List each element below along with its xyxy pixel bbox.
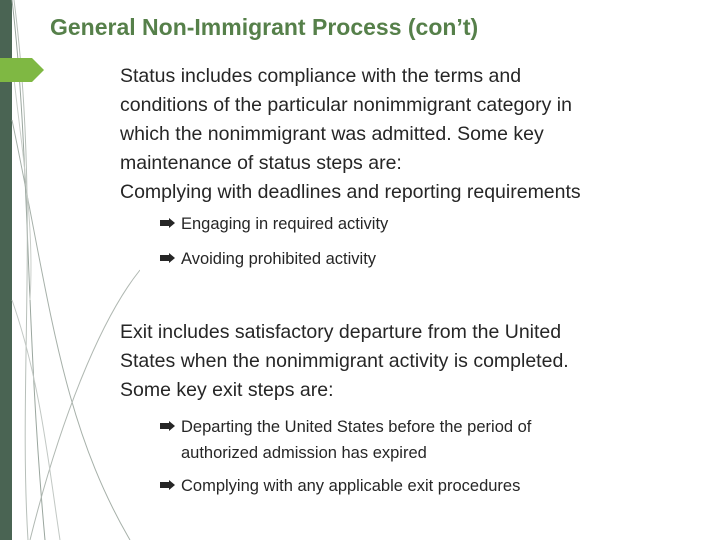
status-line: Status includes compliance with the terms and: [120, 65, 522, 87]
status-line: which the nonimmigrant was admitted. Some key: [120, 123, 544, 145]
arrow-right-icon: [160, 253, 175, 263]
bullet-line: Departing the United States before the period of: [181, 418, 532, 436]
bullet-text: [181, 473, 520, 499]
exit-paragraph: [120, 318, 569, 405]
status-paragraph: [120, 62, 581, 207]
bullet-text: Avoiding prohibited activity: [181, 250, 377, 268]
bullet-text: Engaging in required activity: [181, 215, 389, 233]
arrow-right-icon: [160, 218, 175, 228]
title-accent-tab: [0, 58, 44, 82]
exit-line: Exit includes satisfactory departure from the United: [120, 321, 562, 343]
exit-line: Some key exit steps are:: [120, 379, 334, 401]
status-line: maintenance of status steps are:: [120, 152, 402, 174]
exit-line: States when the nonimmigrant activity is completed.: [120, 350, 569, 372]
slide-title: General Non-Immigrant Process (con’t): [50, 14, 479, 40]
status-line: Complying with deadlines and reporting requirements: [120, 181, 581, 203]
bullet-text: [181, 414, 531, 466]
arrow-right-icon: [160, 480, 175, 490]
status-line: conditions of the particular nonimmigrant category in: [120, 94, 572, 116]
bullet-line: Complying with any applicable exit procedures: [181, 477, 521, 495]
arrow-right-icon: [160, 421, 175, 431]
bullet-line: authorized admission has expired: [181, 444, 427, 462]
